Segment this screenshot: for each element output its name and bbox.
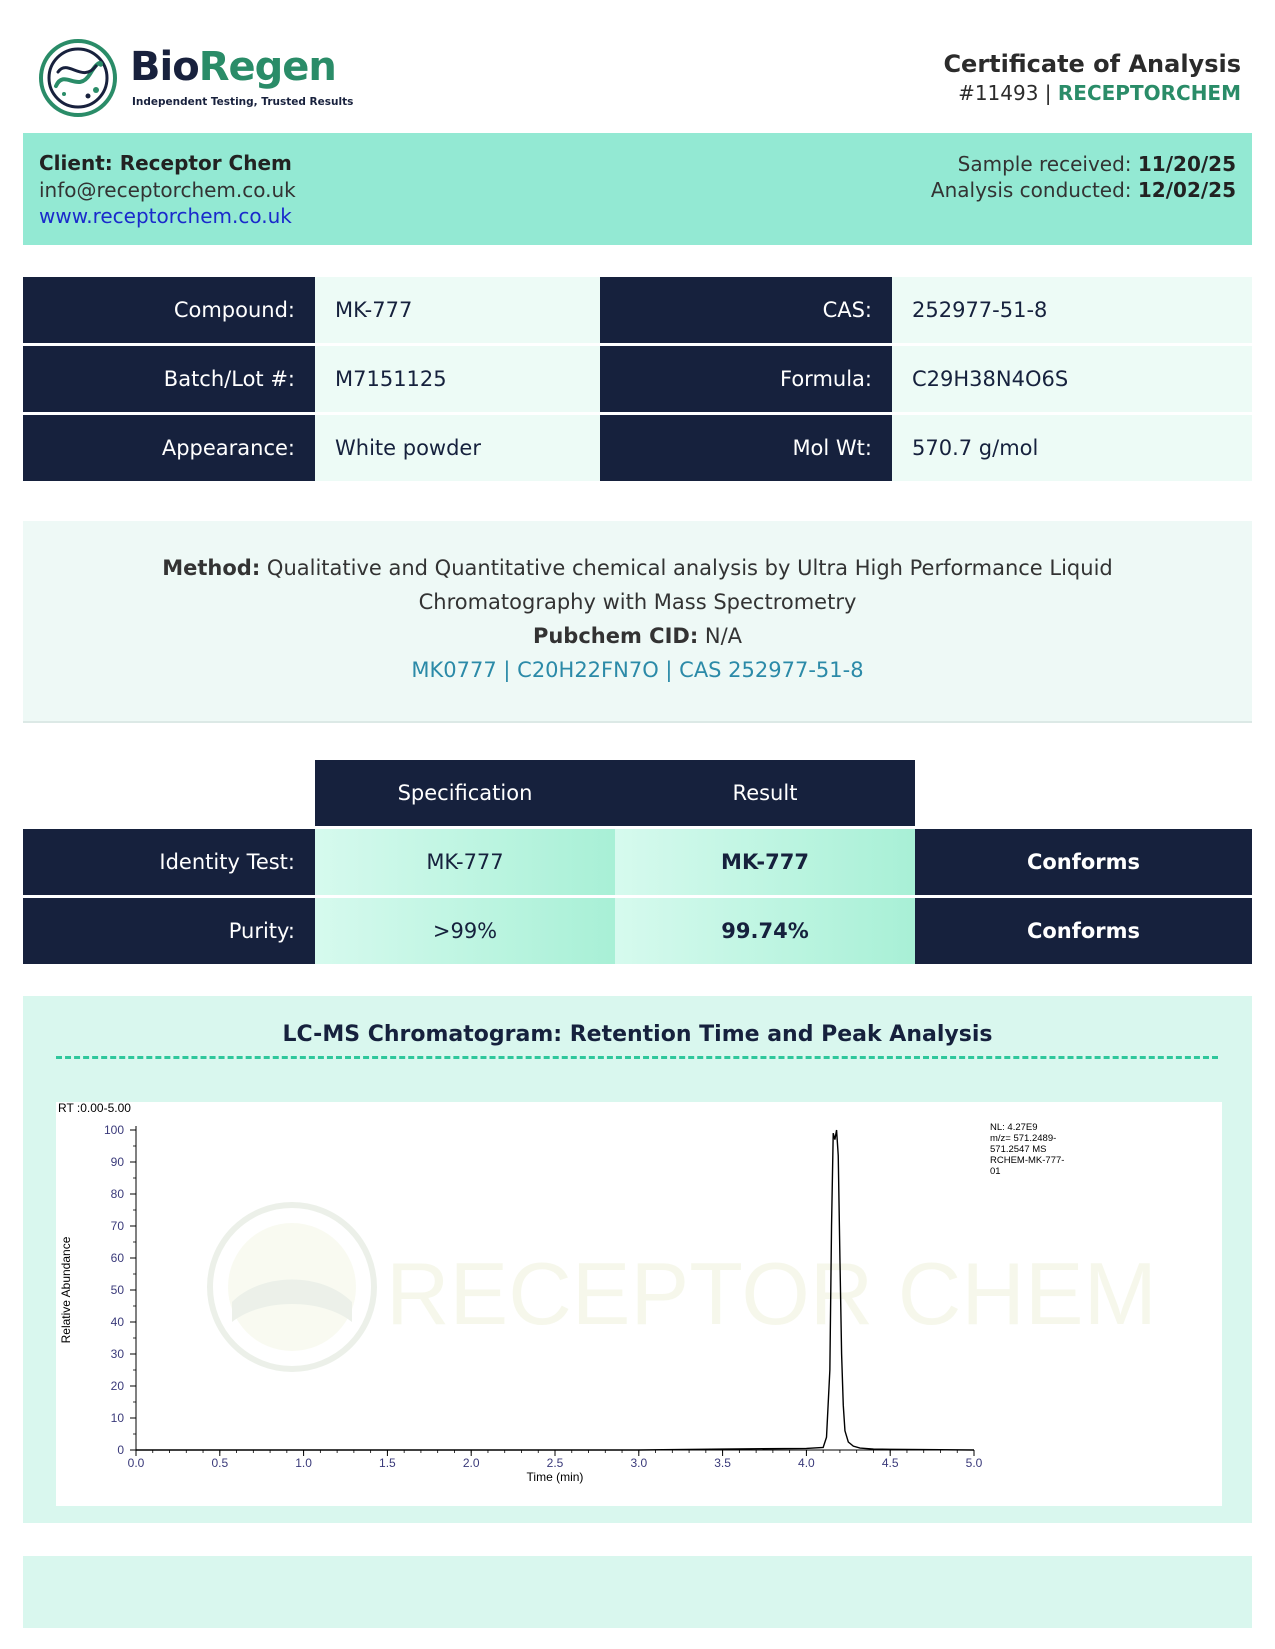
client-website-link[interactable]: www.receptorchem.co.uk bbox=[39, 204, 292, 228]
purity-result: 99.74% bbox=[615, 898, 915, 964]
chromatogram-section bbox=[23, 996, 1252, 1523]
purity-status: Conforms bbox=[915, 898, 1252, 964]
client-email[interactable]: info@receptorchem.co.uk bbox=[39, 178, 296, 202]
document-title: Certificate of Analysis bbox=[943, 50, 1241, 78]
annotation-line: 571.2547 MS bbox=[990, 1144, 1047, 1155]
y-tick-label: 90 bbox=[110, 1155, 124, 1169]
method-line-1: Method: Qualitative and Quantitative chemical analysis by Ultra High Performance Liquid bbox=[162, 556, 1113, 580]
x-tick-label: 4.5 bbox=[881, 1456, 899, 1470]
x-tick-label: 5.0 bbox=[965, 1456, 983, 1470]
appearance-value: White powder bbox=[315, 415, 600, 481]
x-tick-label: 3.0 bbox=[630, 1456, 648, 1470]
rt-range-label: RT :0.00-5.00 bbox=[58, 1102, 131, 1115]
formula-value: C29H38N4O6S bbox=[892, 346, 1252, 412]
annotation-line: NL: 4.27E9 bbox=[990, 1122, 1038, 1133]
y-tick-label: 100 bbox=[103, 1123, 124, 1137]
peak-annotation bbox=[990, 1122, 1064, 1177]
y-tick-label: 40 bbox=[110, 1315, 124, 1329]
x-tick-label: 1.0 bbox=[295, 1456, 312, 1470]
analysis-conducted: Analysis conducted: 12/02/25 bbox=[930, 178, 1236, 202]
compound-references: MK0777 | C20H22FN7O | CAS 252977-51-8 bbox=[411, 658, 864, 682]
method-box bbox=[23, 521, 1252, 723]
compound-value: MK-777 bbox=[315, 277, 600, 343]
x-tick-label: 0.0 bbox=[127, 1456, 145, 1470]
annotation-line: 01 bbox=[990, 1166, 1001, 1177]
annotation-line: RCHEM-MK-777- bbox=[990, 1155, 1065, 1166]
y-tick-label: 20 bbox=[110, 1379, 124, 1393]
client-info-band bbox=[23, 133, 1252, 245]
x-tick-label: 2.5 bbox=[546, 1456, 564, 1470]
molwt-label: Mol Wt: bbox=[600, 415, 892, 481]
y-tick-label: 60 bbox=[110, 1251, 124, 1265]
identity-spec: MK-777 bbox=[315, 829, 615, 895]
y-tick-label: 10 bbox=[110, 1411, 124, 1425]
watermark-text: RECEPTOR CHEM bbox=[386, 1244, 1157, 1343]
y-tick-label: 50 bbox=[110, 1283, 124, 1297]
annotation-line: m/z= 571.2489- bbox=[990, 1133, 1057, 1144]
client-name: Client: Receptor Chem bbox=[39, 151, 292, 175]
chromatogram-plot bbox=[56, 1102, 1222, 1506]
pubchem-line bbox=[23, 624, 1252, 648]
brand-tagline: Independent Testing, Trusted Results bbox=[132, 96, 354, 108]
brand-logo bbox=[38, 38, 378, 118]
batch-value: M7151125 bbox=[315, 346, 600, 412]
y-tick-label: 30 bbox=[110, 1347, 124, 1361]
analysis-dates bbox=[931, 151, 1236, 203]
method-label: Method: bbox=[162, 556, 261, 580]
formula-label: Formula: bbox=[600, 346, 892, 412]
x-tick-label: 2.0 bbox=[462, 1456, 480, 1470]
x-tick-label: 1.5 bbox=[379, 1456, 396, 1470]
y-axis-label: Relative Abundance bbox=[59, 1236, 73, 1344]
chromatogram-title: LC-MS Chromatogram: Retention Time and Peak Analysis bbox=[282, 1022, 993, 1047]
chromatogram-chart bbox=[56, 1102, 1222, 1506]
specification-header: Specification bbox=[315, 760, 615, 826]
appearance-label: Appearance: bbox=[23, 415, 315, 481]
bioregen-logo-icon bbox=[38, 38, 118, 118]
identity-status: Conforms bbox=[915, 829, 1252, 895]
x-tick-label: 3.5 bbox=[714, 1456, 731, 1470]
sample-received: Sample received: 11/20/25 bbox=[957, 152, 1236, 176]
x-tick-label: 4.0 bbox=[798, 1456, 815, 1470]
certificate-number: #11493 bbox=[958, 81, 1039, 105]
identity-result: MK-777 bbox=[615, 829, 915, 895]
batch-label: Batch/Lot #: bbox=[23, 346, 315, 412]
compound-label: Compound: bbox=[23, 277, 315, 343]
result-header: Result bbox=[615, 760, 915, 826]
y-tick-label: 80 bbox=[110, 1187, 124, 1201]
pubchem-label: Pubchem CID: bbox=[532, 624, 699, 648]
client-code: RECEPTORCHEM bbox=[1057, 81, 1241, 105]
method-line-2: Chromatography with Mass Spectrometry bbox=[418, 590, 857, 614]
y-tick-label: 0 bbox=[117, 1443, 124, 1457]
identity-test-label: Identity Test: bbox=[23, 829, 315, 895]
document-number bbox=[958, 81, 1241, 105]
pubchem-value: N/A bbox=[698, 624, 743, 648]
purity-label: Purity: bbox=[23, 898, 315, 964]
results-table bbox=[23, 760, 1252, 965]
purity-spec: >99% bbox=[315, 898, 615, 964]
cas-value: 252977-51-8 bbox=[892, 277, 1252, 343]
x-tick-label: 0.5 bbox=[211, 1456, 229, 1470]
compound-info-table bbox=[23, 277, 1252, 484]
footer-band bbox=[23, 1556, 1252, 1628]
molwt-value: 570.7 g/mol bbox=[892, 415, 1252, 481]
brand-name: BioRegen bbox=[130, 44, 336, 90]
cas-label: CAS: bbox=[600, 277, 892, 343]
watermark bbox=[210, 1205, 1157, 1369]
separator: | bbox=[1038, 81, 1058, 105]
title-divider bbox=[56, 1056, 1218, 1059]
y-tick-label: 70 bbox=[110, 1219, 124, 1233]
x-axis-label: Time (min) bbox=[526, 1470, 584, 1484]
